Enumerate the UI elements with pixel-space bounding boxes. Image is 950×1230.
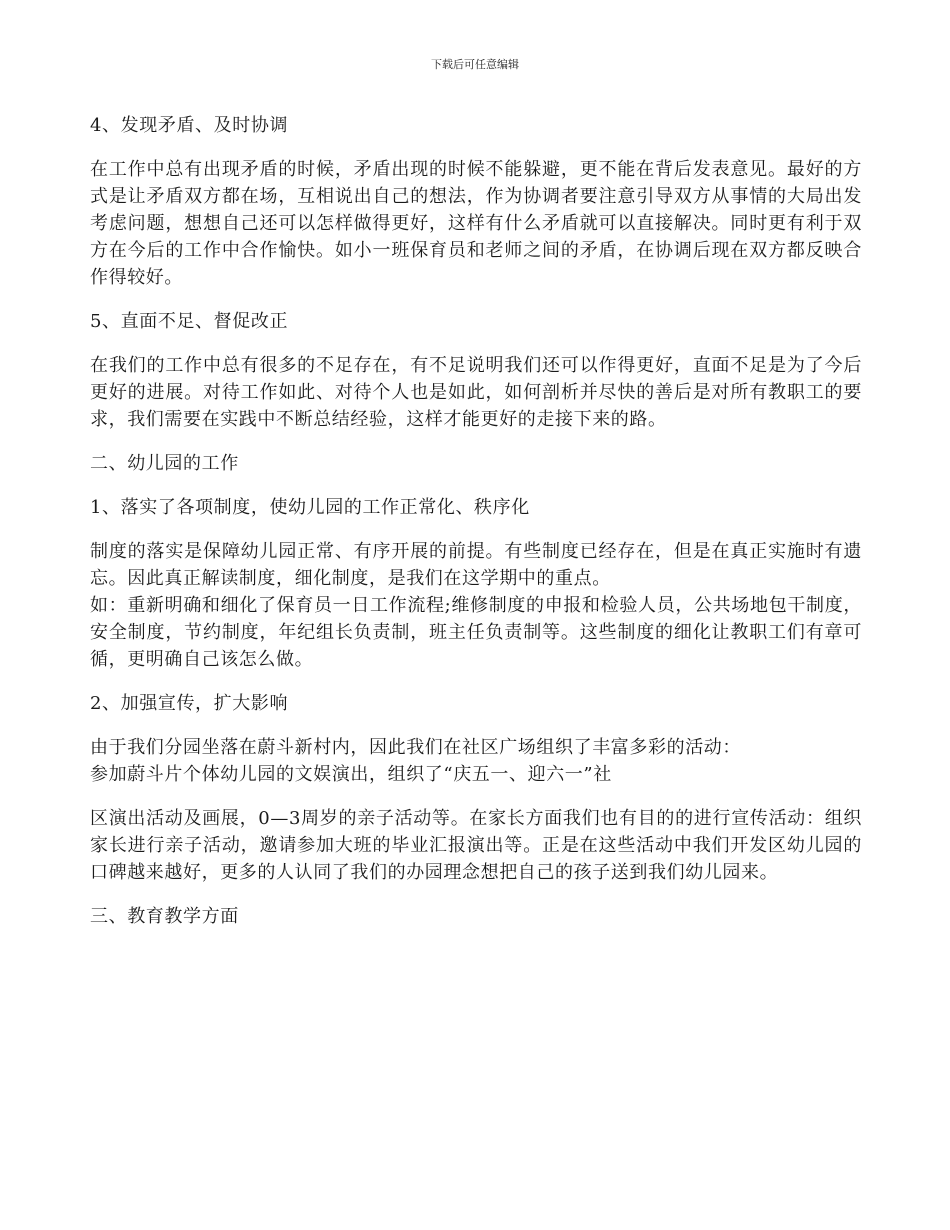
chapter-heading: 二、幼儿园的工作 [90, 453, 239, 474]
section-heading: 1、落实了各项制度，使幼儿园的工作正常化、秩序化 [90, 497, 530, 518]
document-body [90, 112, 862, 930]
body-paragraph: 如：重新明确和细化了保育员一日工作流程;维修制度的申报和检验人员，公共场地包干制度，安全制度，节约制度，年纪组长负责制，班主任负责制等。这些制度的细化让教职工们有章可循，更明确自己该怎么做。 [90, 595, 862, 670]
body-paragraph: 区演出活动及画展，0—3周岁的亲子活动等。在家长方面我们也有目的的进行宣传活动：组织家长进行亲子活动，邀请参加大班的毕业汇报演出等。正是在这些活动中我们开发区幼儿园的口碑越来越好，更多的人认同了我们的办园理念想把自己的孩子送到我们幼儿园来。 [90, 808, 862, 883]
body-paragraph: 在我们的工作中总有很多的不足存在，有不足说明我们还可以作得更好，直面不足是为了今后更好的进展。对待工作如此、对待个人也是如此，如何剖析并尽快的善后是对所有教职工的要求，我们需要在实践中不断总结经验，这样才能更好的走接下来的路。 [90, 355, 862, 430]
page-header: 下载后可任意编辑 [431, 58, 519, 71]
chapter-heading: 三、教育教学方面 [90, 906, 239, 927]
section-heading: 5、直面不足、督促改正 [90, 311, 289, 332]
section-heading: 4、发现矛盾、及时协调 [90, 115, 289, 136]
body-paragraph: 参加蔚斗片个体幼儿园的文娱演出，组织了“庆五一、迎六一”社 [90, 764, 612, 785]
section-heading: 2、加强宣传，扩大影响 [90, 693, 289, 714]
body-paragraph: 制度的落实是保障幼儿园正常、有序开展的前提。有些制度已经存在，但是在真正实施时有遗忘。因此真正解读制度，细化制度，是我们在这学期中的重点。 [90, 541, 862, 589]
body-paragraph: 由于我们分园坐落在蔚斗新村内，因此我们在社区广场组织了丰富多彩的活动： [90, 737, 741, 758]
body-paragraph: 在工作中总有出现矛盾的时候，矛盾出现的时候不能躲避，更不能在背后发表意见。最好的方式是让矛盾双方都在场，互相说出自己的想法，作为协调者要注意引导双方从事情的大局出发考虑问题，想想自己还可以怎样做得更好，这样有什么矛盾就可以直接解决。同时更有利于双方在今后的工作中合作愉快。如小一班保育员和老师之间的矛盾，在协调后现在双方都反映合作得较好。 [90, 159, 862, 288]
